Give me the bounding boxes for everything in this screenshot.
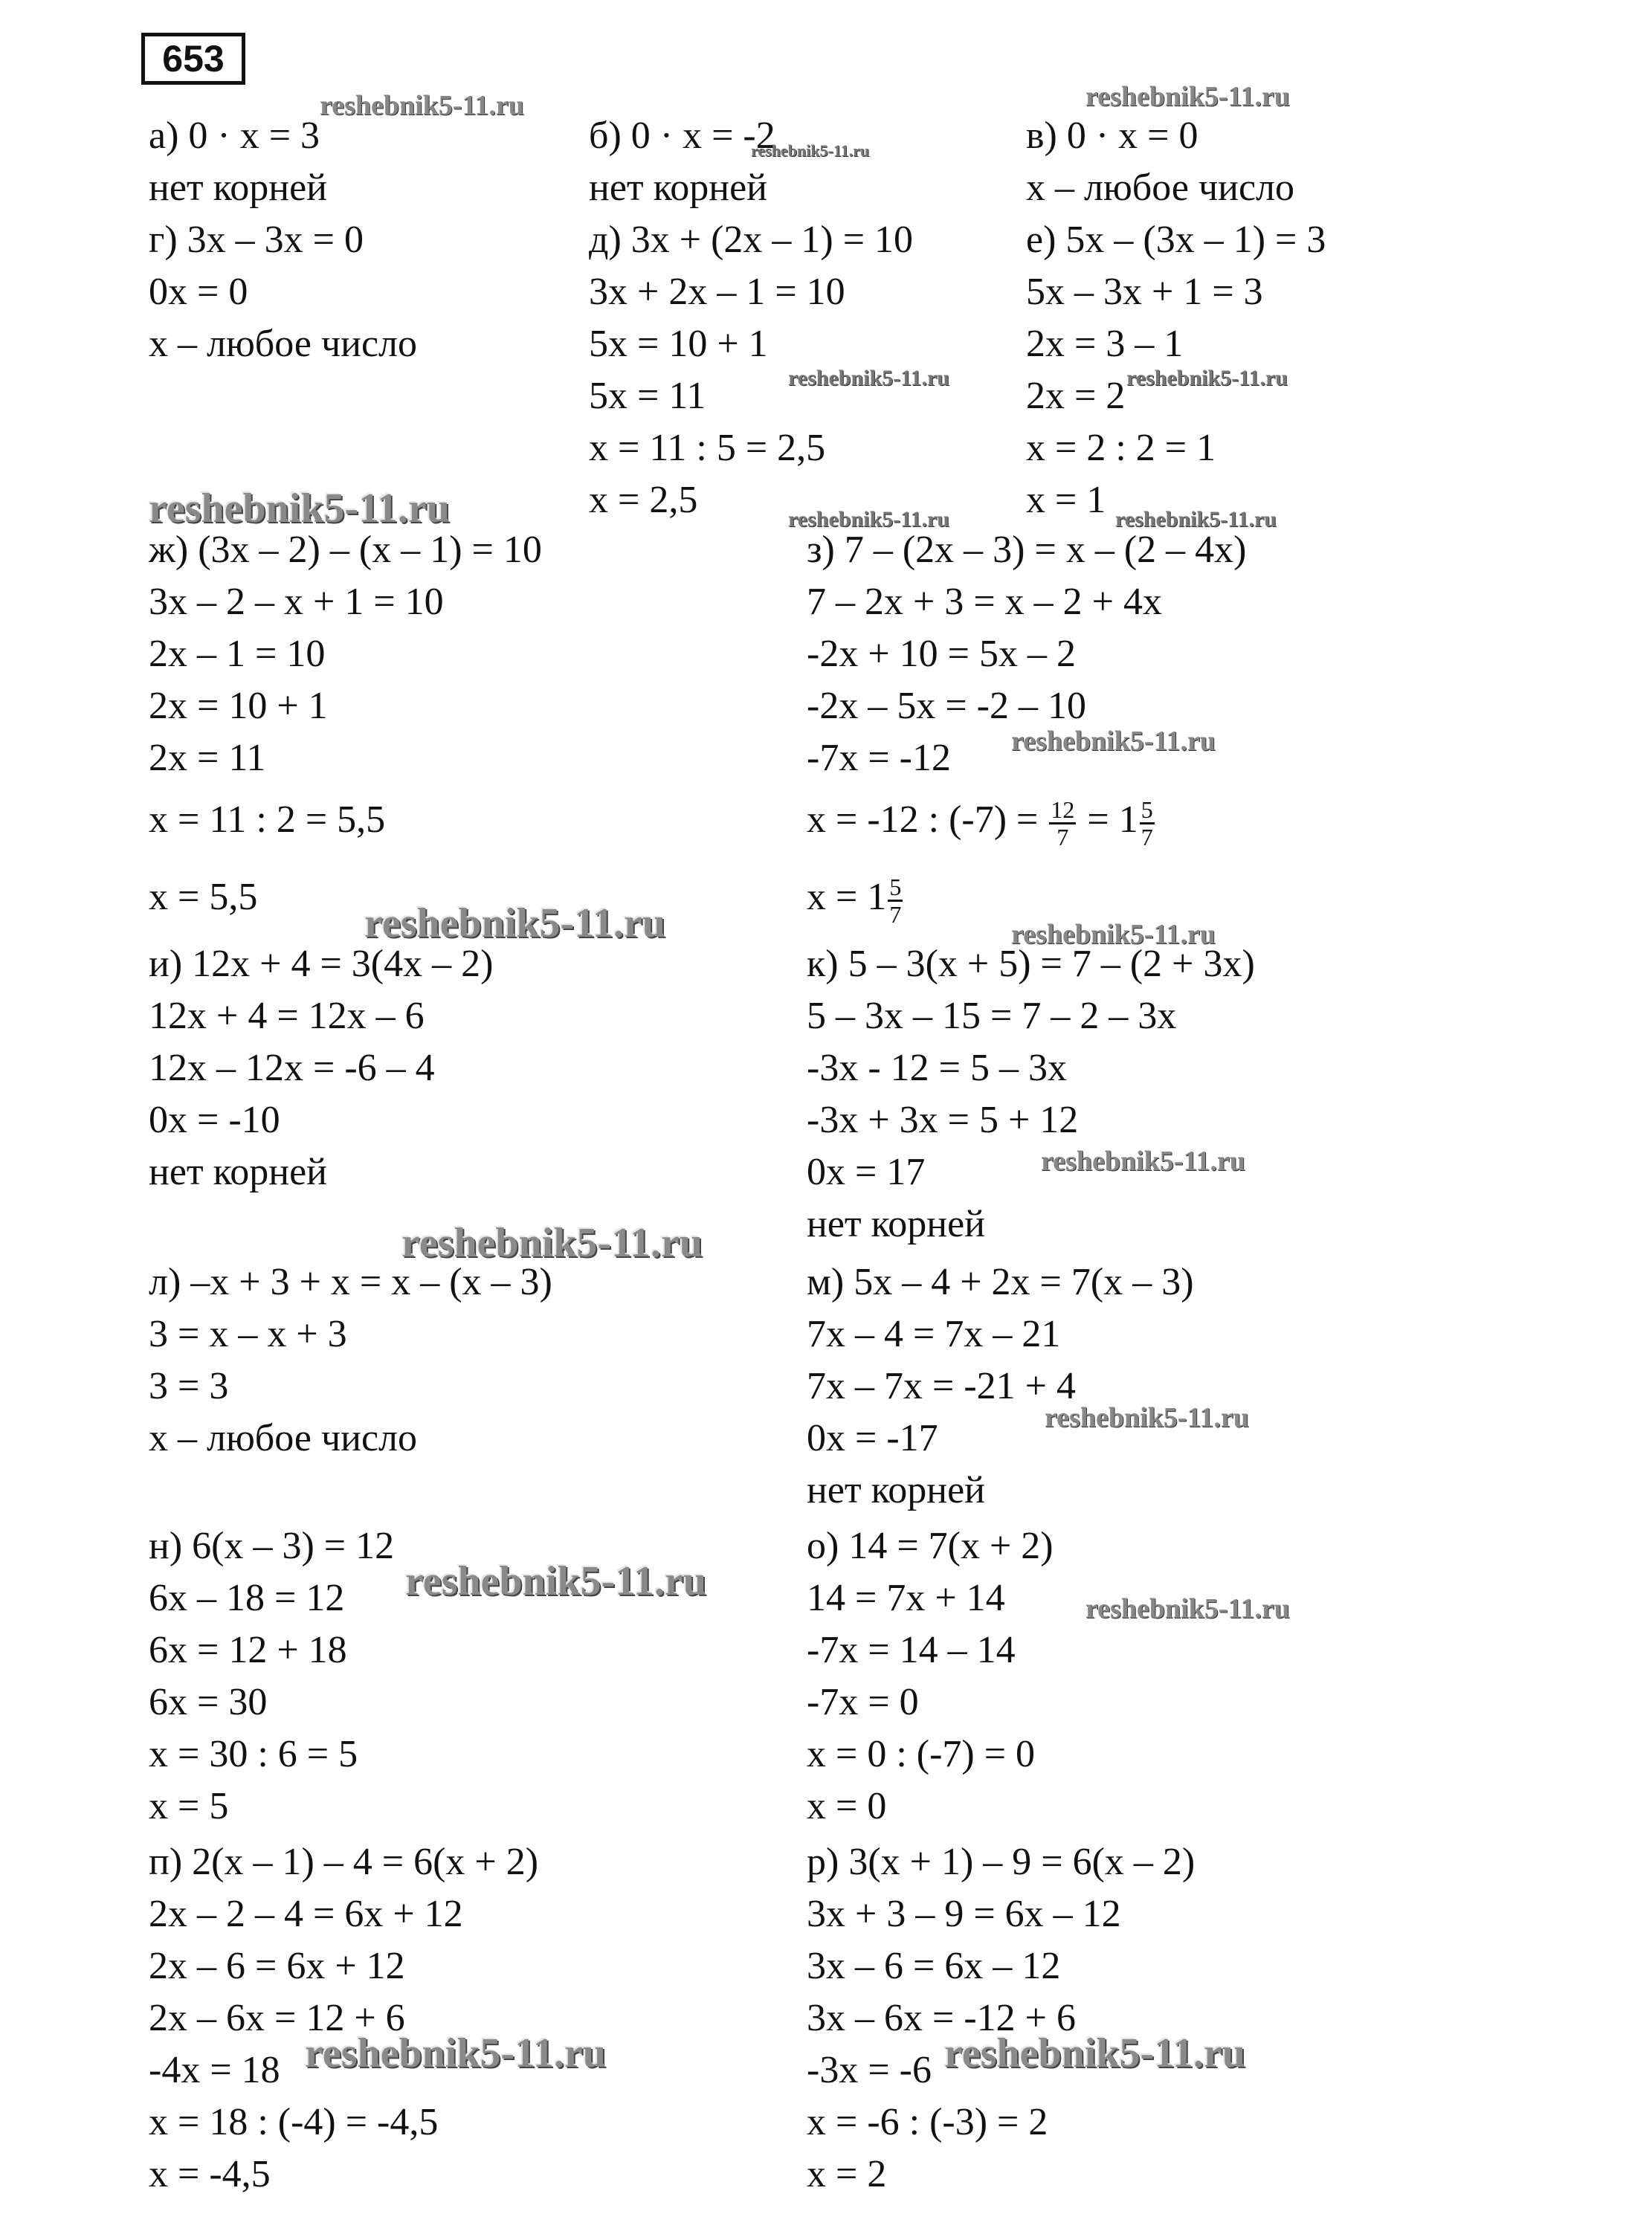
equation-line: x = 0 [807,1785,887,1827]
equation-line: 3x + 2x – 1 = 10 [589,271,845,313]
equation-line: 2x – 2 – 4 = 6x + 12 [149,1893,463,1935]
equation-line: з) 7 – (2x – 3) = x – (2 – 4x) [807,529,1247,571]
equation-line: нет корней [807,1469,985,1511]
equation-line: 2x = 3 – 1 [1026,323,1184,365]
equation-line: x = 5,5 [149,876,258,918]
watermark: reshebnik5-11.ru [1041,1146,1245,1177]
solution-k [807,938,1255,1250]
equation-line: 3 = 3 [149,1365,229,1407]
equation-line: 5x – 3x + 1 = 3 [1026,271,1263,313]
watermark: reshebnik5-11.ru [944,2030,1246,2076]
fraction-numerator: 5 [1140,795,1153,823]
problem-number: 653 [141,33,245,85]
equation-line: 2x – 6x = 12 + 6 [149,1997,405,2039]
equation-line: x = 2 [807,2153,887,2195]
solution-r [807,1836,1195,2201]
equation-line: 3 = x – x + 3 [149,1313,347,1355]
equation-line: п) 2(x – 1) – 4 = 6(x + 2) [149,1841,539,1883]
equation-line: x = 30 : 6 = 5 [149,1733,358,1775]
fraction-denominator: 7 [1140,823,1153,850]
solution-l [149,1256,552,1465]
equation-line: 2x – 6 = 6x + 12 [149,1945,405,1987]
equation-line: x = 11 : 5 = 2,5 [589,427,826,469]
equation-line: 2x = 11 [149,737,266,779]
solution-m [807,1256,1194,1517]
equation-line: д) 3x + (2x – 1) = 10 [589,219,914,261]
solution-o [807,1520,1054,1833]
solution-i [149,938,493,1198]
mixed-fraction [1140,797,1155,850]
solution-z [807,524,1246,939]
equation-line: -7x = 14 – 14 [807,1629,1016,1671]
mixed-whole: 1 [1118,798,1138,841]
equation-line: г) 3x – 3x = 0 [149,219,364,261]
watermark: reshebnik5-11.ru [405,1558,707,1604]
equation-line: б) 0 · x = -2 [589,114,775,157]
fraction-numerator: 12 [1051,795,1075,823]
watermark: reshebnik5-11.ru [788,366,949,390]
equation-line: 0x = 0 [149,271,248,313]
answer-prefix: x = 1 [807,876,887,918]
equation-line: м) 5x – 4 + 2x = 7(x – 3) [807,1261,1194,1303]
equation-line: нет корней [149,167,327,209]
equation-line: 6x = 30 [149,1681,268,1723]
equation-line: нет корней [807,1203,985,1245]
watermark: reshebnik5-11.ru [1011,726,1216,757]
equation-line: x = -4,5 [149,2153,271,2195]
solution-a-g [149,110,417,370]
watermark: reshebnik5-11.ru [305,2030,607,2076]
equation-line: x = 1 [1026,479,1106,521]
equation-line: -7x = -12 [807,737,951,779]
equation-line: ж) (3x – 2) – (x – 1) = 10 [149,529,542,571]
watermark: reshebnik5-11.ru [1085,81,1290,112]
equation-line: к) 5 – 3(x + 5) = 7 – (2 + 3x) [807,943,1255,985]
equation-line: 14 = 7x + 14 [807,1577,1005,1619]
equation-line: x = 0 : (-7) = 0 [807,1733,1036,1775]
equation-line: 3x – 6x = -12 + 6 [807,1997,1076,2039]
answer-line [807,862,1246,939]
watermark: reshebnik5-11.ru [1126,366,1288,390]
equation-line: x = 11 : 2 = 5,5 [149,798,386,841]
equation-line: в) 0 · x = 0 [1026,114,1198,157]
equation-line: нет корней [589,167,767,209]
equation-line: о) 14 = 7(x + 2) [807,1525,1054,1567]
equation-line: 5 – 3x – 15 = 7 – 2 – 3x [807,995,1177,1037]
watermark: reshebnik5-11.ru [1115,507,1277,532]
equation-line: -4x = 18 [149,2049,280,2091]
equation-line: 12x + 4 = 12x – 6 [149,995,425,1037]
equation-line: -2x – 5x = -2 – 10 [807,685,1086,727]
equation-line: 2x – 1 = 10 [149,633,326,675]
equation-line: x – любое число [149,1417,417,1459]
fraction-numerator: 5 [889,873,902,900]
equals-sign: = [1087,798,1109,841]
watermark: reshebnik5-11.ru [788,507,949,532]
solution-n [149,1520,394,1833]
fraction-line [807,784,1246,862]
solution-p [149,1836,538,2201]
equation-line: -7x = 0 [807,1681,919,1723]
equation-line: 0x = -17 [807,1417,938,1459]
fraction-denominator: 7 [889,900,902,928]
watermark: reshebnik5-11.ru [1085,1593,1290,1624]
equation-line: 3x – 2 – x + 1 = 10 [149,581,444,623]
equation-line: x – любое число [149,323,417,365]
solution-v-e [1026,110,1326,526]
equation-line: x = -6 : (-3) = 2 [807,2101,1048,2143]
equation-line: а) 0 · x = 3 [149,114,320,157]
watermark: reshebnik5-11.ru [1045,1402,1249,1433]
equation-line: -3x + 3x = 5 + 12 [807,1099,1079,1141]
solution-zh [149,524,542,939]
equation-line: 12x – 12x = -6 – 4 [149,1047,435,1089]
equation-line: x – любое число [1026,167,1294,209]
mixed-fraction [888,874,903,927]
equation-line: 3x – 6 = 6x – 12 [807,1945,1061,1987]
equation-line: 3x + 3 – 9 = 6x – 12 [807,1893,1121,1935]
watermark: reshebnik5-11.ru [364,900,666,946]
equation-line: -2x + 10 = 5x – 2 [807,633,1076,675]
equation-line: н) 6(x – 3) = 12 [149,1525,395,1567]
equation-line: -3x - 12 = 5 – 3x [807,1047,1067,1089]
equation-line: р) 3(x + 1) – 9 = 6(x – 2) [807,1841,1196,1883]
equation-line: и) 12x + 4 = 3(4x – 2) [149,943,494,985]
equation-line: 5x = 10 + 1 [589,323,768,365]
equation-line: x = 2 : 2 = 1 [1026,427,1216,469]
equation-line: 6x – 18 = 12 [149,1577,345,1619]
equation-line: 7x – 7x = -21 + 4 [807,1365,1076,1407]
equation-line: 5x = 11 [589,375,706,417]
equation-line: 7 – 2x + 3 = x – 2 + 4x [807,581,1162,623]
equation-line: 2x = 10 + 1 [149,685,328,727]
watermark: reshebnik5-11.ru [320,90,524,121]
equation-line: 6x = 12 + 18 [149,1629,347,1671]
equation-line: 0x = 17 [807,1151,926,1193]
fraction-denominator: 7 [1056,823,1069,850]
equation-line: 2x = 2 [1026,375,1126,417]
equation-line: x = 18 : (-4) = -4,5 [149,2101,439,2143]
fraction [1049,797,1076,850]
calc-prefix: x = -12 : (-7) = [807,798,1039,841]
equation-line: x = 2,5 [589,479,698,521]
equation-line: x = 5 [149,1785,229,1827]
solution-b-d [589,110,913,526]
equation-line: л) –x + 3 + x = x – (x – 3) [149,1261,552,1303]
watermark: reshebnik5-11.ru [149,485,451,532]
equation-line: 7x – 4 = 7x – 21 [807,1313,1061,1355]
watermark: reshebnik5-11.ru [751,141,870,160]
equation-line: нет корней [149,1151,327,1193]
watermark: reshebnik5-11.ru [401,1220,703,1266]
watermark: reshebnik5-11.ru [1011,919,1216,950]
equation-line: е) 5x – (3x – 1) = 3 [1026,219,1326,261]
equation-line: 0x = -10 [149,1099,280,1141]
equation-line: -3x = -6 [807,2049,932,2091]
